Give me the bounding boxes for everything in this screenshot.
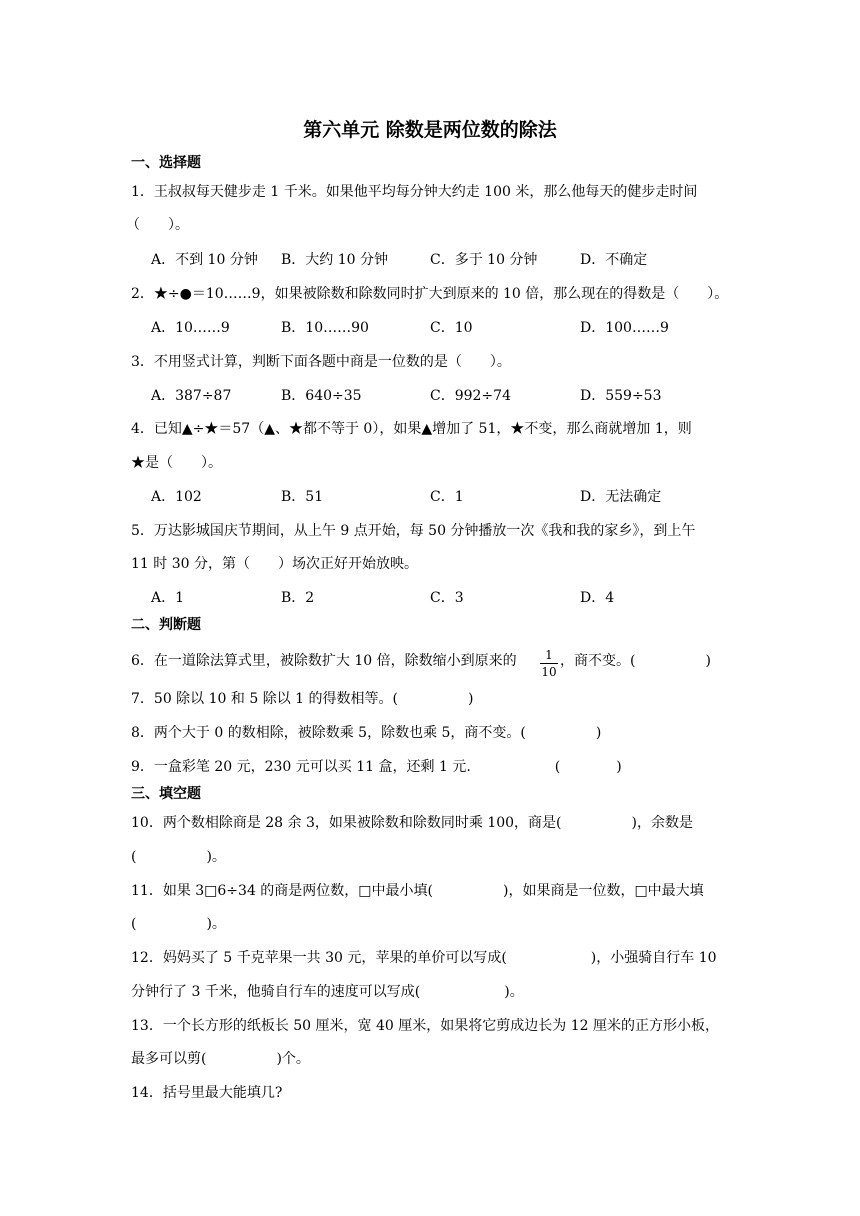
question-10-line-2: ( )。 — [131, 849, 226, 865]
page-title: 第六单元 除数是两位数的除法 — [303, 119, 557, 141]
question-11-line-2: ( )。 — [131, 916, 226, 932]
question-1-option-c: C．多于 10 分钟 — [430, 252, 538, 268]
question-8: 8．两个大于 0 的数相除，被除数乘 5，除数也乘 5，商不变。( ) — [131, 725, 602, 741]
question-4-line-2: ★是（ ）。 — [131, 455, 222, 471]
question-6-text-after: ，商不变。( ) — [560, 653, 711, 669]
question-2-option-d: D．100……9 — [580, 320, 669, 336]
fraction-one-tenth — [540, 648, 558, 679]
question-4-option-d: D．无法确定 — [580, 489, 662, 505]
question-11-line-1: 11．如果 3□6÷34 的商是两位数，□中最小填( )，如果商是一位数，□中最大填 — [131, 883, 704, 899]
question-1-line-2: （ ）。 — [126, 217, 189, 233]
question-2-option-a: A．10……9 — [151, 320, 230, 336]
question-5-option-a: A．1 — [151, 590, 185, 606]
question-4-option-a: A．102 — [151, 489, 202, 505]
question-5-option-c: C．3 — [430, 590, 464, 606]
section-heading-judge: 二、判断题 — [131, 617, 201, 633]
question-1-option-d: D．不确定 — [580, 252, 648, 268]
fraction-numerator: 1 — [545, 648, 553, 662]
question-5-option-b: B．2 — [281, 590, 315, 606]
fraction-denominator: 10 — [541, 665, 557, 679]
question-12-line-1: 12．妈妈买了 5 千克苹果一共 30 元，苹果的单价可以写成( )，小强骑自行车 10 — [131, 950, 717, 966]
question-4-option-b: B．51 — [281, 489, 324, 505]
question-1-line-1: 1．王叔叔每天健步走 1 千米。如果他平均每分钟大约走 100 米，那么他每天的健步走时间 — [131, 184, 698, 200]
question-9: 9．一盒彩笔 20 元，230 元可以买 11 盒，还剩 1 元. ( ) — [131, 759, 622, 775]
question-2-option-c: C．10 — [430, 320, 473, 336]
question-3-option-c: C．992÷74 — [430, 388, 511, 404]
question-3-option-a: A．387÷87 — [151, 388, 232, 404]
question-14: 14．括号里最大能填几? — [131, 1085, 283, 1101]
question-3-option-b: B．640÷35 — [281, 388, 362, 404]
question-5-option-d: D．4 — [580, 590, 615, 606]
question-2-line-1: 2．★÷●＝10……9，如果被除数和除数同时扩大到原来的 10 倍，那么现在的得数是（ ）。 — [131, 286, 729, 302]
question-12-line-2: 分钟行了 3 千米，他骑自行车的速度可以写成( )。 — [131, 984, 524, 1000]
question-13-line-2: 最多可以剪( )个。 — [131, 1051, 310, 1067]
fraction-bar — [540, 663, 558, 664]
section-heading-choice: 一、选择题 — [131, 155, 201, 171]
question-13-line-1: 13．一个长方形的纸板长 50 厘米，宽 40 厘米，如果将它剪成边长为 12 厘米的正方形小板， — [131, 1018, 719, 1034]
question-4-line-1: 4．已知▲÷★＝57（▲、★都不等于 0），如果▲增加了 51，★不变，那么商就增加 1，则 — [131, 421, 692, 437]
question-10-line-1: 10．两个数相除商是 28 余 3，如果被除数和除数同时乘 100，商是( )，余数是 — [131, 815, 693, 831]
question-7: 7．50 除以 10 和 5 除以 1 的得数相等。( ) — [131, 691, 474, 707]
question-1-option-b: B．大约 10 分钟 — [281, 252, 389, 268]
question-3-line-1: 3．不用竖式计算，判断下面各题中商是一位数的是（ ）。 — [131, 354, 511, 370]
question-1-option-a: A．不到 10 分钟 — [151, 252, 258, 268]
section-heading-fill: 三、填空题 — [131, 786, 201, 802]
question-5-line-1: 5．万达影城国庆节期间，从上午 9 点开始，每 50 分钟播放一次《我和我的家乡》，到上午 — [131, 523, 696, 539]
question-4-option-c: C．1 — [430, 489, 464, 505]
question-6-text-before: 6．在一道除法算式里，被除数扩大 10 倍，除数缩小到原来的 — [131, 653, 517, 669]
question-3-option-d: D．559÷53 — [580, 388, 662, 404]
question-2-option-b: B．10……90 — [281, 320, 369, 336]
question-5-line-2: 11 时 30 分，第（ ）场次正好开始放映。 — [131, 556, 418, 572]
